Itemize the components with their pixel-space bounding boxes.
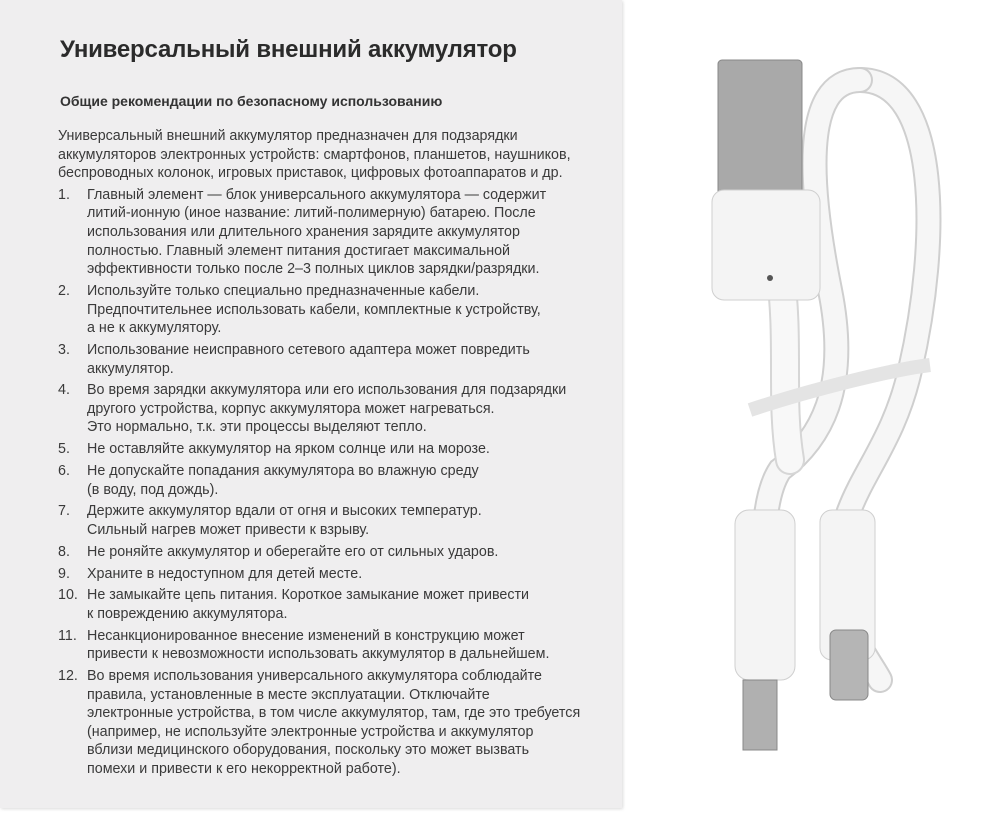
list-number: 12. <box>58 668 78 685</box>
list-text <box>87 502 482 539</box>
list-line: Держите аккумулятор вдали от огня и высоких температур. <box>87 503 482 520</box>
list-line: Во время зарядки аккумулятора или его использования для подзарядки <box>87 382 567 399</box>
list-line: литий-ионную (иное название: литий-полимерную) батарею. После <box>87 205 536 222</box>
list-line: Не роняйте аккумулятор и оберегайте его от сильных ударов. <box>87 543 499 560</box>
list-item <box>58 341 618 378</box>
list-number: 1. <box>58 186 70 203</box>
list-item <box>58 282 618 338</box>
list-item <box>58 586 618 623</box>
list-text <box>87 667 580 779</box>
intro-paragraph <box>58 127 618 183</box>
usb-c-plug <box>830 630 868 700</box>
list-line: (например, не используйте электронные устройства и аккумулятор <box>87 723 534 740</box>
list-item <box>58 440 618 459</box>
page-title: Универсальный внешний аккумулятор <box>60 36 517 63</box>
list-line: аккумулятор. <box>87 360 174 377</box>
intro-line: Универсальный внешний аккумулятор предназначен для подзарядки <box>58 128 518 144</box>
list-line: использования или длительного хранения зарядите аккумулятор <box>87 223 520 240</box>
list-number: 5. <box>58 441 70 458</box>
list-line: Храните в недоступном для детей месте. <box>87 565 363 582</box>
list-item <box>58 627 618 664</box>
list-line: Не оставляйте аккумулятор на ярком солнце или на морозе. <box>87 441 490 458</box>
list-line: Это нормально, т.к. эти процессы выделяют тепло. <box>87 419 427 436</box>
list-line: Не допускайте попадания аккумулятора во влажную среду <box>87 463 479 480</box>
list-item <box>58 543 618 562</box>
list-number: 10. <box>58 587 78 604</box>
micro-usb-housing <box>735 510 795 680</box>
list-item <box>58 502 618 539</box>
list-line: вблизи медицинского оборудования, поскольку это может вызвать <box>87 742 530 759</box>
list-text <box>87 543 498 562</box>
list-text <box>87 381 566 437</box>
list-line: Несанкционированное внесение изменений в конструкцию может <box>87 627 525 644</box>
list-text <box>87 627 549 664</box>
list-item <box>58 462 618 499</box>
list-number: 3. <box>58 341 70 358</box>
list-line: (в воду, под дождь). <box>87 481 219 498</box>
list-number: 8. <box>58 543 70 560</box>
list-text <box>87 565 362 584</box>
intro-line: беспроводных колонок, игровых приставок, цифровых фотоаппаратов и др. <box>58 165 563 182</box>
list-number: 4. <box>58 382 70 399</box>
list-item <box>58 667 618 779</box>
document-body <box>58 127 618 782</box>
list-text <box>87 462 479 499</box>
usb-a-housing <box>712 190 820 300</box>
list-number: 2. <box>58 282 70 299</box>
list-line: Не замыкайте цепь питания. Короткое замыкание может привести <box>87 587 530 604</box>
numbered-list <box>58 186 618 779</box>
list-text <box>87 341 530 378</box>
list-text <box>87 586 529 623</box>
list-number: 9. <box>58 565 70 582</box>
list-line: помехи и привести к его некорректной работе). <box>87 761 401 778</box>
section-heading: Общие рекомендации по безопасному использованию <box>60 93 443 109</box>
list-number: 7. <box>58 503 70 520</box>
list-line: другого устройства, корпус аккумулятора может нагреваться. <box>87 400 495 417</box>
list-line: эффективности только после 2–3 полных циклов зарядки/разрядки. <box>87 261 540 278</box>
list-line: Использование неисправного сетевого адаптера может повредить <box>87 341 530 358</box>
list-line: а не к аккумулятору. <box>87 320 222 337</box>
list-text <box>87 282 541 338</box>
micro-usb-plug <box>743 680 777 750</box>
list-line: электронные устройства, в том числе аккумулятор, там, где это требуется <box>87 705 581 722</box>
intro-line: аккумуляторов электронных устройств: смартфонов, планшетов, наушников, <box>58 146 571 163</box>
list-line: Предпочтительнее использовать кабели, комплектные к устройству, <box>87 301 541 318</box>
list-line: правила, установленные в месте эксплуатации. Отключайте <box>87 686 490 703</box>
list-line: полностью. Главный элемент питания достигает максимальной <box>87 242 511 259</box>
list-line: Главный элемент — блок универсального аккумулятора — содержит <box>87 186 547 203</box>
list-line: Сильный нагрев может привести к взрыву. <box>87 522 370 538</box>
list-line: привести к невозможности использовать аккумулятор в дальнейшем. <box>87 646 550 663</box>
usb-cable-icon <box>640 40 980 780</box>
list-item <box>58 381 618 437</box>
list-line: Используйте только специально предназначенные кабели. <box>87 282 480 299</box>
list-text <box>87 440 490 459</box>
usb-a-plug <box>718 60 802 200</box>
list-item <box>58 186 618 279</box>
list-number: 11. <box>58 627 77 644</box>
list-number: 6. <box>58 463 70 480</box>
list-text <box>87 186 546 279</box>
list-line: Во время использования универсального аккумулятора соблюдайте <box>87 668 542 685</box>
list-line: к повреждению аккумулятора. <box>87 605 288 622</box>
list-item <box>58 565 618 584</box>
